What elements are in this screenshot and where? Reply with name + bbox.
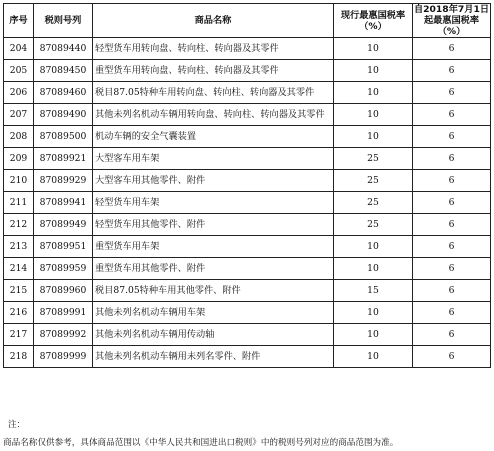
cell-current-rate: 10: [334, 60, 413, 82]
cell-code: 87089991: [34, 302, 93, 324]
cell-name: 其他未列名机动车辆用传动轴: [93, 324, 334, 346]
header-new-rate: 自2018年7月1日起最惠国税率（%）: [413, 4, 490, 37]
cell-name: 税目87.05特种车用其他零件、附件: [93, 280, 334, 302]
cell-current-rate: 10: [334, 302, 413, 324]
cell-current-rate: 10: [334, 258, 413, 280]
cell-new-rate: 6: [413, 82, 491, 104]
table-row: [4, 60, 491, 82]
cell-current-rate: 10: [334, 82, 413, 104]
cell-current-rate: 15: [334, 280, 413, 302]
cell-name: 轻型货车用车架: [93, 192, 334, 214]
cell-code: 87089959: [34, 258, 93, 280]
cell-new-rate: 6: [413, 214, 491, 236]
cell-code: 87089960: [34, 280, 93, 302]
cell-name: 轻型货车用其他零件、附件: [93, 214, 334, 236]
cell-new-rate: 6: [413, 104, 491, 126]
table-row: [4, 148, 491, 170]
cell-seq: 216: [4, 302, 34, 324]
cell-seq: 212: [4, 214, 34, 236]
cell-name: 税目87.05特种车用转向盘、转向柱、转向器及其零件: [93, 82, 334, 104]
cell-current-rate: 10: [334, 236, 413, 258]
cell-name: 重型货车用车架: [93, 236, 334, 258]
cell-code: 87089450: [34, 60, 93, 82]
cell-seq: 214: [4, 258, 34, 280]
cell-code: 87089992: [34, 324, 93, 346]
cell-new-rate: 6: [413, 170, 491, 192]
table-row: [4, 104, 491, 126]
cell-current-rate: 25: [334, 148, 413, 170]
cell-code: 87089951: [34, 236, 93, 258]
tariff-table: [3, 3, 491, 368]
table-row: [4, 346, 491, 368]
cell-code: 87089490: [34, 104, 93, 126]
cell-current-rate: 10: [334, 104, 413, 126]
cell-new-rate: 6: [413, 302, 491, 324]
cell-code: 87089941: [34, 192, 93, 214]
cell-current-rate: 25: [334, 192, 413, 214]
cell-seq: 205: [4, 60, 34, 82]
note-text: 商品名称仅供参考，具体商品范围以《中华人民共和国进出口税则》中的税则号列对应的商品范围为准。: [3, 438, 399, 448]
cell-name: 其他未列名机动车辆用转向盘、转向柱、转向器及其零件: [93, 104, 334, 126]
cell-current-rate: 10: [334, 126, 413, 148]
cell-current-rate: 10: [334, 346, 413, 368]
cell-new-rate: 6: [413, 126, 491, 148]
cell-name: 重型货车用转向盘、转向柱、转向器及其零件: [93, 60, 334, 82]
cell-code: 87089440: [34, 38, 93, 60]
cell-seq: 208: [4, 126, 34, 148]
cell-name: 其他未列名机动车辆用未列名零件、附件: [93, 346, 334, 368]
header-code: 税则号列: [34, 4, 93, 38]
cell-code: 87089929: [34, 170, 93, 192]
cell-seq: 213: [4, 236, 34, 258]
cell-seq: 217: [4, 324, 34, 346]
table-row: [4, 38, 491, 60]
table-row: [4, 214, 491, 236]
cell-new-rate: 6: [413, 38, 491, 60]
cell-seq: 206: [4, 82, 34, 104]
header-name: 商品名称: [93, 4, 334, 38]
cell-seq: 204: [4, 38, 34, 60]
tariff-table-container: [3, 3, 490, 368]
cell-new-rate: 6: [413, 346, 491, 368]
table-row: [4, 302, 491, 324]
cell-seq: 211: [4, 192, 34, 214]
cell-seq: 218: [4, 346, 34, 368]
cell-name: 机动车辆的安全气囊装置: [93, 126, 334, 148]
cell-current-rate: 10: [334, 38, 413, 60]
cell-name: 轻型货车用转向盘、转向柱、转向器及其零件: [93, 38, 334, 60]
cell-code: 87089921: [34, 148, 93, 170]
cell-new-rate: 6: [413, 148, 491, 170]
cell-new-rate: 6: [413, 324, 491, 346]
table-row: [4, 280, 491, 302]
cell-seq: 210: [4, 170, 34, 192]
cell-current-rate: 10: [334, 324, 413, 346]
cell-name: 重型货车用其他零件、附件: [93, 258, 334, 280]
cell-code: 87089949: [34, 214, 93, 236]
cell-seq: 209: [4, 148, 34, 170]
cell-code: 87089999: [34, 346, 93, 368]
header-current-rate: 现行最惠国税率（%）: [334, 4, 413, 38]
cell-name: 其他未列名机动车辆用车架: [93, 302, 334, 324]
cell-new-rate: 6: [413, 60, 491, 82]
table-header-row: [4, 4, 491, 38]
table-row: [4, 258, 491, 280]
cell-new-rate: 6: [413, 192, 491, 214]
table-row: [4, 126, 491, 148]
cell-seq: 207: [4, 104, 34, 126]
cell-code: 87089500: [34, 126, 93, 148]
cell-seq: 215: [4, 280, 34, 302]
table-row: [4, 192, 491, 214]
cell-name: 大型客车用其他零件、附件: [93, 170, 334, 192]
table-body: [4, 38, 491, 368]
header-seq: 序号: [4, 4, 34, 38]
table-row: [4, 324, 491, 346]
cell-new-rate: 6: [413, 258, 491, 280]
cell-new-rate: 6: [413, 280, 491, 302]
table-row: [4, 170, 491, 192]
cell-code: 87089460: [34, 82, 93, 104]
note-label: 注：: [8, 420, 26, 430]
cell-name: 大型客车用车架: [93, 148, 334, 170]
cell-new-rate: 6: [413, 236, 491, 258]
cell-current-rate: 25: [334, 214, 413, 236]
cell-current-rate: 25: [334, 170, 413, 192]
table-row: [4, 236, 491, 258]
table-row: [4, 82, 491, 104]
